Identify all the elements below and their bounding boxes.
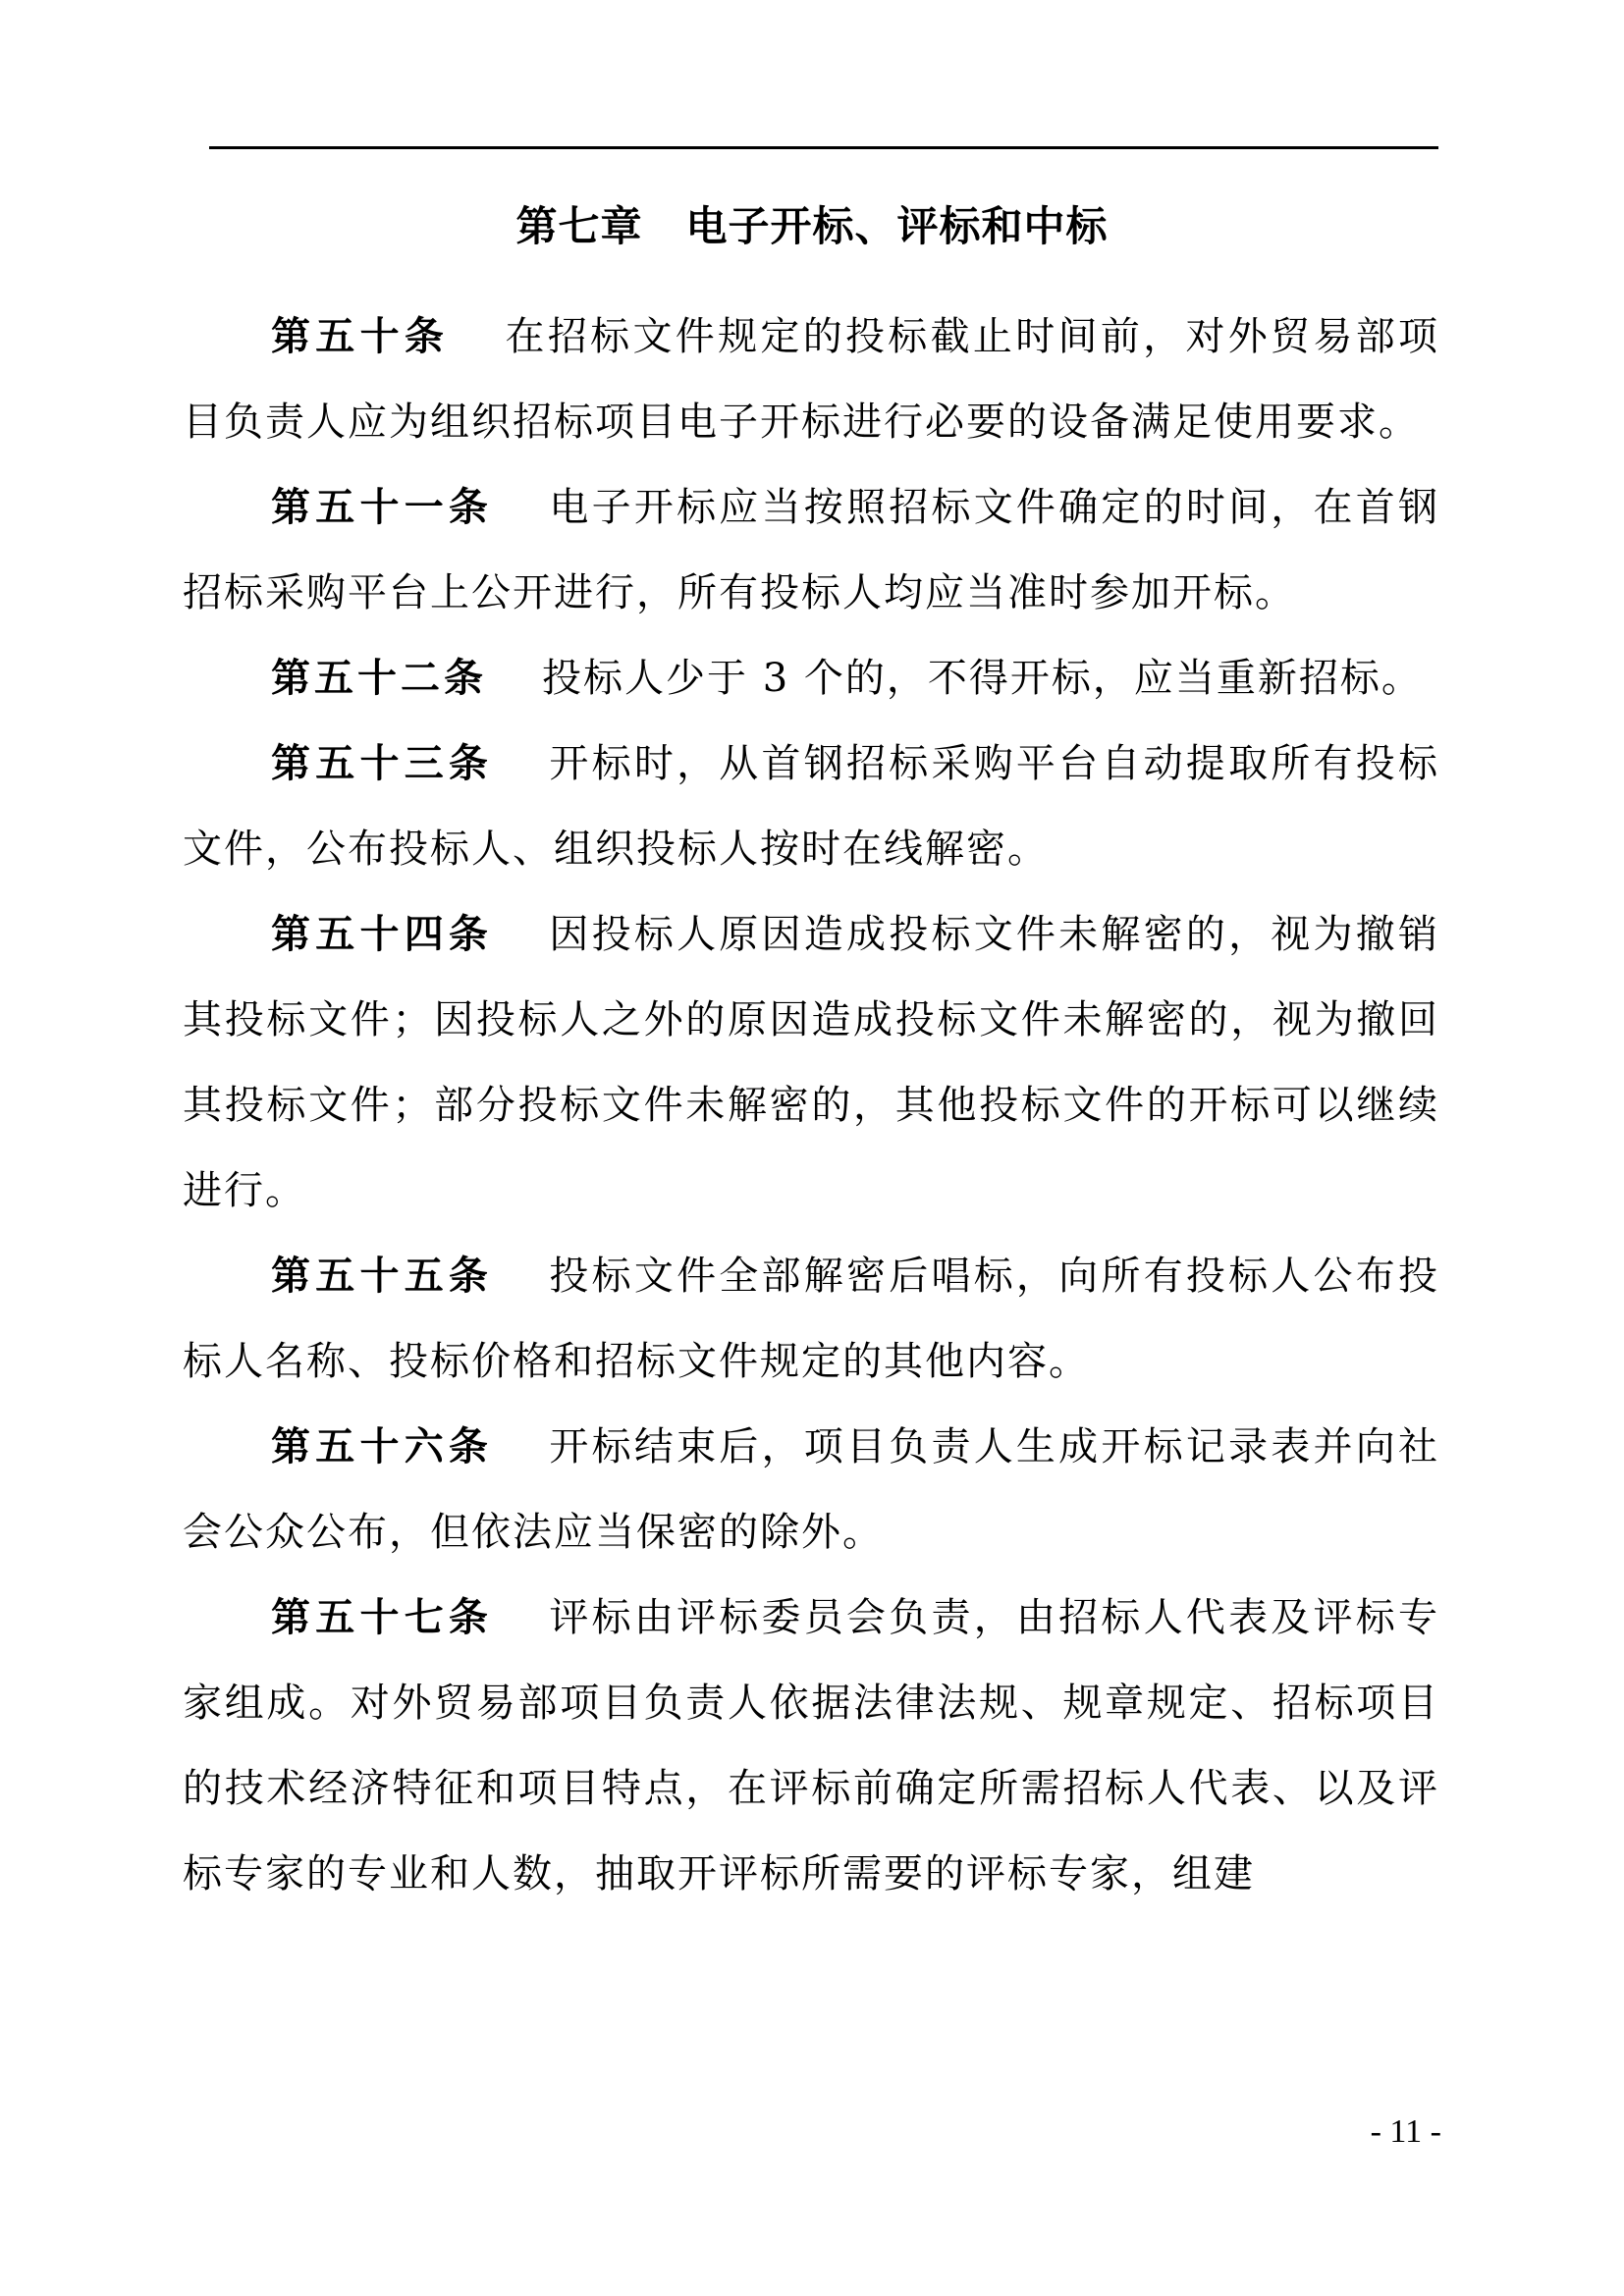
- article-label: 第五十条: [271, 314, 450, 359]
- article-label: 第五十四条: [271, 912, 494, 957]
- chapter-name: 电子开标、评标和中标: [685, 202, 1109, 250]
- article-text: 开标时，从首钢招标采购平台自动提取所有投标文件，公布投标人、组织投标人按时在线解密。: [183, 741, 1440, 872]
- article-54: [183, 892, 1439, 1234]
- header-rule: [209, 146, 1438, 149]
- article-label: 第五十三条: [271, 741, 494, 786]
- chapter-number: 第七章: [515, 202, 643, 250]
- article-51: [183, 465, 1439, 636]
- article-text: 评标由评标委员会负责，由招标人代表及评标专家组成。对外贸易部项目负责人依据法律法规、规章规定、招标项目的技术经济特征和项目特点，在评标前确定所需招标人代表、以及评标专家的专业和人数，抽取开评标所需要的评标专家，组建: [183, 1595, 1440, 1896]
- article-label: 第五十六条: [271, 1424, 494, 1469]
- article-55: [183, 1234, 1439, 1405]
- article-label: 第五十五条: [271, 1254, 494, 1299]
- article-52: [183, 636, 1439, 721]
- article-label: 第五十一条: [271, 485, 494, 530]
- article-text: 在招标文件规定的投标截止时间前，对外贸易部项目负责人应为组织招标项目电子开标进行必要的设备满足使用要求。: [183, 314, 1440, 445]
- article-text: 投标文件全部解密后唱标，向所有投标人公布投标人名称、投标价格和招标文件规定的其他内容。: [183, 1254, 1440, 1384]
- article-label: 第五十七条: [271, 1595, 494, 1640]
- article-text: 开标结束后，项目负责人生成开标记录表并向社会公众公布，但依法应当保密的除外。: [183, 1424, 1440, 1555]
- article-57: [183, 1575, 1439, 1917]
- article-label: 第五十二条: [271, 656, 487, 701]
- article-text: 投标人少于 3 个的，不得开标，应当重新招标。: [542, 656, 1423, 701]
- chapter-title: [0, 192, 1624, 261]
- article-53: [183, 721, 1439, 892]
- article-text: 因投标人原因造成投标文件未解密的，视为撤销其投标文件；因投标人之外的原因造成投标文件未解密的，视为撤回其投标文件；部分投标文件未解密的，其他投标文件的开标可以继续进行。: [183, 912, 1440, 1213]
- page-number: - 11 -: [1370, 2113, 1441, 2150]
- document-body: [183, 294, 1439, 1917]
- article-text: 电子开标应当按照招标文件确定的时间，在首钢招标采购平台上公开进行，所有投标人均应当准时参加开标。: [183, 485, 1440, 615]
- article-50: [183, 294, 1439, 465]
- article-56: [183, 1405, 1439, 1575]
